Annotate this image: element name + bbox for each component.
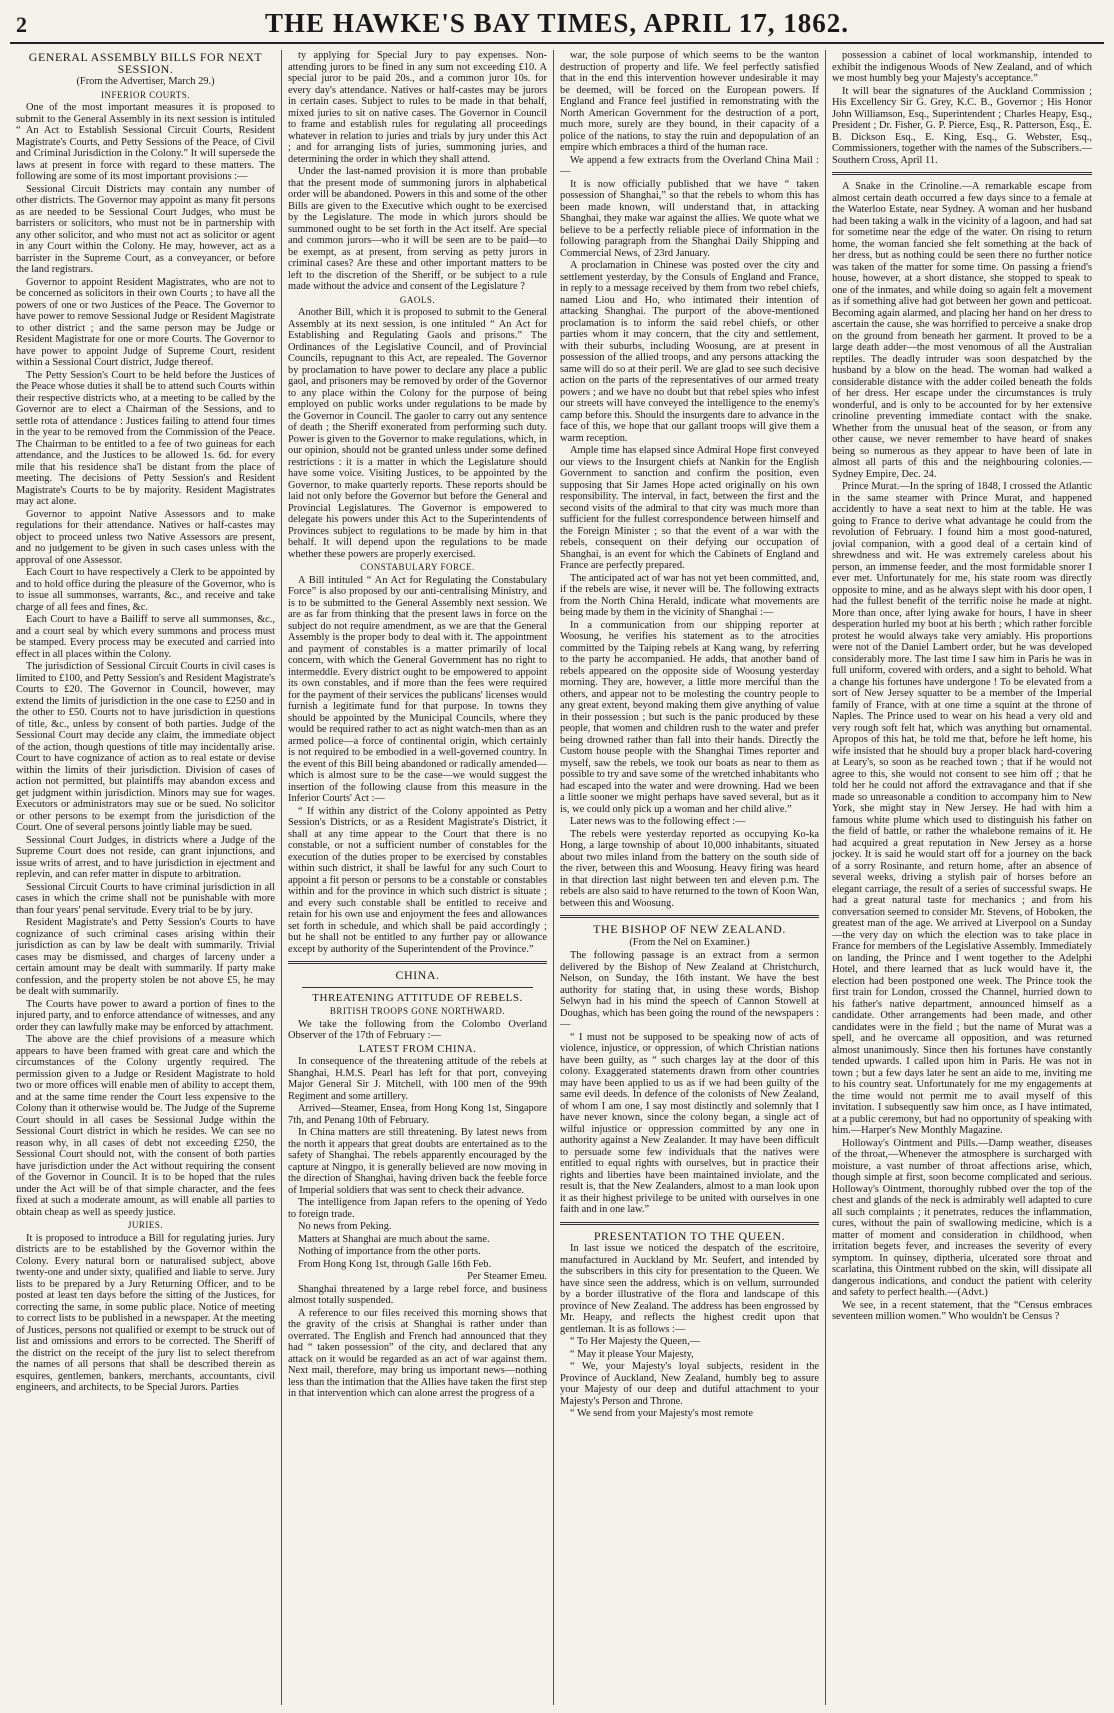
- column-3: [554, 50, 826, 1705]
- queen-heading: PRESENTATION TO THE QUEEN.: [593, 1228, 786, 1243]
- paragraph: We see, in a recent statement, that the “Census embraces seventeen million women.” Who wouldn't be Census ?: [832, 1299, 1092, 1322]
- column-4: [826, 50, 1098, 1705]
- paragraph: No news from Peking.: [298, 1221, 392, 1232]
- paragraph: Nothing of importance from the other ports.: [298, 1246, 481, 1257]
- subheading: CONSTABULARY FORCE.: [360, 562, 475, 572]
- china-title: THREATENING ATTITUDE OF REBELS.: [312, 991, 523, 1004]
- paragraph: Matters at Shanghai are much about the same.: [298, 1233, 490, 1245]
- paragraph: A proclamation in Chinese was posted over the city and settlement yesterday, by the Consuls of England and France, in reply to a message received by them from two rebel chiefs, named Liou and Ho, who intimated their intention of attacking Shanghai. The purport of the above-mentioned proclamation is to inform the said rebel chiefs, or other parties whom it may concern, that the city and settlement, with their suburbs, including Woosung, are at present in possession of the allied troops, and any persons attacking the same will do so at their peril. We are glad to see such decisive action on the parts of the representatives of our armed treaty powers ; and we have no doubt but that rebel spies who infest our streets will have conveyed the intelligence to the enemy's camp before this. Should the insurgents dare to advance in the face of this, we hope that our gallant troops will give them a warm reception.: [560, 260, 819, 444]
- subheading: GAOLS.: [399, 294, 436, 305]
- paragraph: The following passage is an extract from a sermon delivered by the Bishop of New Zealand at Christchurch, Nelson, on Sunday, the 16th instant. We have the best authority for stating that, in using these words, Bishop Selwyn had in his mind the speech of Cannon Stowell at Doughas, which has been going the round of the newspapers :—: [560, 950, 819, 1030]
- masthead: [10, 8, 1104, 44]
- paragraph: “ To Her Majesty the Queen,—: [570, 1336, 701, 1347]
- paragraph: From Hong Kong 1st, through Galle 16th Feb.: [298, 1258, 492, 1270]
- paragraph: “ We, your Majesty's loyal subjects, resident in the Province of Auckland, New Zealand, humbly beg to assure your Majesty of our deep and dutiful attachment to your Majesty's Person and Throne.: [560, 1361, 819, 1407]
- paragraph: The Petty Session's Court to be held before the Justices of the Peace whose duties it shall be to attend such Courts within their respective districts who, at a meeting to be called by the Governor are to elect a Chairman of the Sessions, and to settle rota of attendance : Justices failing to attend four times in the year to be removed from the Commission of the Peace. The Chairman to be entitled to a fee of two guineas for each attendance, and the Justices to be allowed 1s. 6d. for every mile that his residence sha'l be distant from the place of meeting. The decisions of Petty Session's and Resident Magistrate's Courts to be by majority. Resident Magistrates may act alone.: [16, 369, 275, 507]
- section-divider: [560, 915, 819, 918]
- section-divider: [288, 961, 547, 964]
- columns: [10, 50, 1104, 1705]
- paragraph: “ I must not be supposed to be speaking now of acts of violence, injustice, or oppression, of which Christian nations have been guilty, as “ such charges lay at the door of this colony. Exaggerated statements drawn from other countries may have been applied to us as if we had been guilty of the same evil deeds. In defence of the colonists of New Zealand, of whom I am one, I say most distinctly and solemnly that I have never known, since the colony began, a single act of wilful injustice or oppression committed by any one in authority against a New Zealander. It may have been difficult to persuade some few individuals that the natives were entitled to equal rights with ourselves, but in practice their rights and liberties have been maintained inviolate, and the result is, that the New Zealanders, almost to a man look upon it as their highest privilege to be united with ourselves in one faith and in one law.”: [560, 1031, 819, 1215]
- subheading: LATEST FROM CHINA.: [358, 1043, 477, 1055]
- china-heading: CHINA.: [395, 968, 440, 982]
- paragraph: Governor to appoint Resident Magistrates, who are not to be concerned as solicitors in their own Courts ; to have all the powers of one or two Justices of the Peace. The Governor to have power to remove Sessional Judge or Resident Magistrate to other district ; and the same person may be Judge or Resident Magistrate for one or more Courts. The Governor to have power to appoint Judge of Supreme Court, resident within a Sessional Court district, Judge thereof.: [16, 276, 275, 368]
- paragraph: A Bill intituled “ An Act for Regulating the Constabulary Force” is also proposed by our anti-centralising Ministry, and is to be submitted to the General Assembly next session. We are as far from thinking that the present laws in force on the subject do not require amendment, as we are that the General Assembly is the proper body to deal with it. The appointment and payment of constables is a matter primarily of local concern, with which the General Government has no right to intermeddle. Every district ought to be empowered to appoint its own constables, and if more than the fees were required for the payment of their services the publicans' licenses would furnish a legitimate fund for that purpose. In towns they should be appointed by the Municipal Councils, where they would be required rather to act as night watch-men than as an armed police—a force of continental origin, which certainly is not required to be embodied in a well-governed country. In the event of this Bill being abandoned or radically amended—which is almost sure to be the case—we would suggest the insertion of the following clause from this measure in the Inferior Courts' Act :—: [288, 574, 547, 804]
- paragraph: The intelligence from Japan refers to the opening of Yedo to foreign trade.: [288, 1197, 547, 1220]
- paragraph: “ We send from your Majesty's most remote: [570, 1408, 753, 1419]
- paragraph: Prince Murat.—In the spring of 1848, I crossed the Atlantic in the same steamer with Prince Murat, and happened accidently to have a seat next to him at the table. He was going to France to derive what advantage he could from the revolution of February. I found him a most good-natured, jovial companion, with a good deal of a certain kind of shrewdness and wit. He was extremely careless about his person, an immense feeder, and the most formidable snorer I ever met. Unfortunately for me, his state room was directly opposite to mine, and as he always slept with his door open, I had the fullest benefit of the terrific noise he made at night. More than once, after lying awake for hours, I have in sheer desperation hurled my boot at his berth ; which rather forcible protest he would always take very amiably. His proportions were not of the Daniel Lambert order, but he was developed considerably more. The last time I saw him in Paris he was in full uniform, covered with orders, and a sight to behold. What a change his fortunes have undergone ! To be elevated from a sort of New Jersey squatter to be a member of the Imperial family of France, with at one time a squint at the throne of Naples. The Prince used to wear on his head a very old and very rough soft felt hat, which was anything but ornamental. Apropos of this hat, he told me that, before he left home, his wife insisted that he should buy a proper black hard-covering at Leary's, so soon as he reached town ; that if he would not agree to this, she would not consent to see him off ; that he told her he could not afford the extravagance and that if she made so unreasonable a condition to accompany him to New York, she might stay in New Jersey. He had with him a famous white plume which used to distinguish his father on the field of battle, or rather the whalebone remains of it. He had acquired a great reputation in New Jersey as a horse jockey. It is said he would start off for a journey on the back of a sorry Rosinante, and return home, after an absence of several weeks, driving a stylish pair of horses before an elegant carriage, the result of a series of successful swaps. He had a great natural taste for mechanics ; and from his conversation seemed to consider Mr. Stevens, of Hoboken, the greatest man of the age. We arrived at Liverpool on a Sunday—the very day on which the election was to take place in France for members of the Legislative Assembly. Immediately on landing, the Prince and I went together to the Adelphi Hotel, and there learned that as luck would have it, the election had been postponed one week. The Prince took the first train for London, crossed the Channel, hurried down to his father's native department, announced himself as a candidate. Other arrangements had been made, and other candidates were in the field ; but the name of Murat was a spell, and he overcame all opposition, and was returned almost unanimously. Since then his fortunes have constantly tended upwards. I called upon him in Paris. He was not in town ; but a few days later he sent an aide to me, inviting me to his country seat. Unfortunately for me my engagements at the time would not permit me to avail myself of this invitation. I subsequently saw him once, as I have intimated, at a public ceremony, but had no opportunity of speaking with him.—Harper's New Monthly Magazine.: [832, 481, 1092, 1136]
- paragraph: Each Court to have a Bailiff to serve all summonses, &c., and a court seal by which every summons and process must be stamped. Every process may be executed and carried into effect in all places within the Colony.: [16, 614, 275, 660]
- paragraph: Sessional Court Judges, in districts where a Judge of the Supreme Court does not reside, can grant injunctions, and issue writs of arrest, and to have jurisdiction in ejectment and replevin, and can refer matter in dispute to arbitration.: [16, 834, 275, 880]
- paragraph: Each Court to have respectively a Clerk to be appointed by and to hold office during the pleasure of the Governor, who is to issue all summonses, warrants, &c., and receive and take charge of all fees and fines, &c.: [16, 567, 275, 613]
- paragraph: Ample time has elapsed since Admiral Hope first conveyed our views to the Insurgent chiefs at Nankin for the English Government to sanction and confirm the position, even supposing that Sir James Hope acted originally on his own responsibility. The interval, in fact, between the first and the second visits of the admiral to that city was much more than sufficient for the fullest correspondence between himself and the Foreign Minister ; so that the event of a war with the rebels, consequent on their defying our occupation of Shanghai, is an event for which the Cabinets of England and France are perfectly prepared.: [560, 445, 819, 571]
- paragraph: The Courts have power to award a portion of fines to the injured party, and to enforce attendance of witnesses, and any order they can lawfully make may be enforced by attachment.: [16, 998, 275, 1033]
- source-line: (From the Nel on Examiner.): [629, 936, 750, 948]
- paragraph: In last issue we noticed the despatch of the escritoire, manufactured in Auckland by Mr. Seufert, and intended by the subscribers in this city for presentation to the Queen. We have since seen the address, which is on vellum, surrounded by a border illustrative of the flora and landscape of this province of New Zealand. The address has been engrossed by Mr. Heapy, and reflects the highest credit upon that gentleman. It is as follows :—: [560, 1243, 819, 1335]
- paragraph: Later news was to the following effect :—: [570, 816, 746, 827]
- paragraph: A reference to our files received this morning shows that the gravity of the crisis at Shanghai is rather under than overrated. The English and French had announced that they had “ taken possession” of the city, and declared that any attack on it would be regarded as an act of war against them. Next mail, therefore, may bring us important news—nothing less than the intimation that the Allies have taken the first step in that intervention which can alone arrest the progress of a: [288, 1307, 547, 1399]
- paragraph: We take the following from the Colombo Overland Observer of the 17th of February :—: [288, 1018, 547, 1041]
- paragraph: One of the most important measures it is proposed to submit to the General Assembly in its next session is intituled “ An Act to Establish Sessional Circuit Courts, Resident Magistrate's Courts, and Petty Sessions of the Peace, of Civil and Criminal Jurisdiction in the Colony.” It will supersede the laws at present in force with regard to these matters. The following are some of its most important provisions :—: [16, 102, 275, 182]
- column-2: [282, 50, 554, 1705]
- paragraph: Arrived—Steamer, Ensea, from Hong Kong 1st, Singapore 7th, and Penang 10th of February.: [288, 1103, 547, 1126]
- paragraph: We append a few extracts from the Overland China Mail :—: [560, 154, 819, 177]
- paragraph: A Snake in the Crinoline.—A remarkable escape from almost certain death occurred a few days since to a female at the Waterloo Estate, near Sydney. A woman and her husband had been taking a walk in the vicinity of a lagoon, and had sat for sometime near the edge of the water. On rising to return home, the woman fancied she felt something at the back of her dress, but as nothing could be seen there no further notice was taken of the matter for some time. On passing a friend's house, however, at a short distance, she stopped to speak to one of the inmates, and while doing so again felt a movement as if something alive had got between her gown and petticoat. Becoming again alarmed, and placing her hand on her dress to ascertain the cause, she was horrified to perceive a snake drop on the ground from beneath her garment. It proved to be a large death adder—the most venomous of all the Australian reptiles. The deadly intruder was soon despatched by the husband by a blow on the head. The woman had walked a considerable distance with the adder coiled beneath the folds of her dress. Her escape under the circumstances is truly wonderful, and is only to be accounted for by her extensive crinoline preventing immediate contact with the snake. Whether from the unusual heat of the season, or from any other cause, we never remember to have heard of snakes being so numerous as they appear to have been of late in almost all parts of this and the neighbouring colonies.—Sydney Empire, Dec. 24.: [832, 181, 1092, 480]
- paragraph: “ May it please Your Majesty,: [570, 1348, 694, 1360]
- paragraph: Shanghai threatened by a large rebel force, and business almost totally suspended.: [288, 1283, 547, 1306]
- paragraph: Sessional Circuit Districts may contain any number of other districts. The Governor may appoint as many fit persons as are needed to be Sessional Court Judges, who must be barristers or solicitors, who must not be in partnership with any other solicitor, and who must not act as solicitor or agent in any Court within the Colony. He may, however, act as a barrister in the Supreme Court, as a conveyancer, or before the land registrars.: [16, 183, 275, 275]
- newspaper-title: THE HAWKE'S BAY TIMES, APRIL 17, 1862.: [265, 8, 849, 38]
- paragraph: In a communication from our shipping reporter at Woosung, he verifies his statement as to the atrocities committed by the Taiping rebels at Kang wang, by referring to the party he accompanied. He adds, that another band of rebels appeared on the opposite side of Woosung yesterday morning. They are, however, a little more merciful than the others, and appear not to be molesting the country people to any great extent, beyond making them give anything of value in their possession ; but such is the panic produced by these people, that women and children rush to the water and prefer being drowned rather than fall into their hands. Directly the Custom house people with the Shanghai Times reporter and myself, saw the rebels, we took our boats as near to them as possible to try and save some of the wretched inhabitants who had escaped into the water and were drowning. Had we been a little sooner we might perhaps have saved several, but as it is, we could only pick up a woman and her child alive.”: [560, 619, 819, 815]
- source-line: (From the Advertiser, March 29.): [76, 76, 215, 87]
- paragraph: Another Bill, which it is proposed to submit to the General Assembly at its next session, is one intituled “ An Act for Establishing and Regulating Gaols and prisons.” The Ordinances of the Legislative Council, and of Provincial Councils, repugnant to this Act, are repealed. The Governor by proclamation to have power to declare any place a public gaol, and prisoners may be removed by order of the Governor to any place within the Colony for the purpose of being employed on public works under regulations to be made by the Governor in Council. The gaoler to carry out any sentence of death ; the Sheriff exonerated from performing such duty. Power is given to the Governor to make regulations, which, in our opinion, should not be granted unless under some defined restrictions : it is a matter in which the Legislature should have some voice. Visiting Justices, to be appointed by the Governor, to make quarterly reports. These reports should be laid not only before the Governor but before the General and Provincial Legislatures. The Governor is empowered to delegate his powers under this Act to the Superintendents of Provinces subject to regulations to be made by him in that behalf. It will depend upon the regulations to be made whether these powers are properly exercised.: [288, 307, 547, 560]
- column-1: [10, 50, 282, 1705]
- paragraph: It will bear the signatures of the Auckland Commission ; His Excellency Sir G. Grey, K.C. B., Governor ; His Honor John Williamson, Esq., Superintendent ; Charles Heapy, Esq., President ; Dr. Fisher, G. P. Pierce, Esq., R. Patterson, Esq., E. B. Dickson Esq., E. King, Esq., G. Webster, Esq., Commissioners, together with the names of the Subscribers.—Southern Cross, April 11.: [832, 85, 1093, 166]
- paragraph: The anticipated act of war has not yet been committed, and, if the rebels are wise, it never will be. The following extracts from the North China Herald, indicate what movements are being made by them in the vicinity of Shanghai :—: [560, 572, 819, 618]
- paragraph: In consequence of the threatening attitude of the rebels at Shanghai, H.M.S. Pearl has left for that port, conveying Major General Sir J. Mitchell, with 100 men of the 99th Regiment and some artillery.: [288, 1056, 547, 1102]
- paragraph: Governor to appoint Native Assessors and to make regulations for their attendance. Natives or half-castes may object to proceed unless two Native Assessors are present, and no judgement to be given in such cases unless with the approval of one Assessor.: [16, 508, 275, 566]
- bishop-heading: THE BISHOP OF NEW ZEALAND.: [593, 922, 786, 936]
- subheading: BRITISH TROOPS GONE NORTHWARD.: [329, 1006, 506, 1016]
- paragraph: The rebels were yesterday reported as occupying Ko-ka Hong, a large township of about 10,000 inhabitants, situated about two miles inland from the battery on the south side of the river, between this and Woosung. Heavy firing was heard in that direction last night between ten and eleven p.m. The rebels are also said to have returned to the town of Koon Wan, between this and Woosung.: [560, 828, 819, 909]
- paragraph: In China matters are still threatening. By latest news from the north it appears that great doubts are entertained as to the safety of Shanghai. The rebels apparently encouraged by the capture at Ningpo, it is generally believed are now moving in the direction of Shanghai, having driven back the feeble force of Imperial soldiers that was sent to check their advance.: [288, 1127, 547, 1196]
- paragraph: ty applying for Special Jury to pay expenses. Non-attending jurors to be fined in any sum not exceeding £10. A special juror to be paid 20s., and a common juror 10s. for every day's attendance. Natives or half-castes may be jurors in certain cases. Subject to rules to be made in that behalf, mixed juries to sit on native cases. The Governor in Council to frame and establish rules for regulating all proceedings whatever in relation to juries and trials by jury under this Act ; and for arranging lists of juries, summoning juries, and determining the order in which they shall attend.: [288, 50, 547, 165]
- paragraph: It is now officially published that we have “ taken possession of Shanghai,” so that the rebels to whom this has been made known, will understand that, in attacking Shanghai, they make war against the allies. We quote what we believe to be a perfectly reliable piece of information in the following paragraph from the Shanghai Daily Shipping and Commercial News, of 23rd January.: [560, 178, 819, 259]
- subheading: INFERIOR COURTS.: [101, 89, 190, 100]
- paragraph: Under the last-named provision it is more than probable that the present mode of summoning jurors in alphabetical order will be abandoned. Powers in this and some of the other Bills are given to the Executive which ought to be exercised by the Legislature. The mode in which jurors should be summoned ought to be set forth in the Act itself. Are special and common jurors—who it will be seen are to be paid—to be exempt, as at present, from serving as petty jurors in criminal cases? Are these and other important matters to be left to the discretion of the Sheriff, or be subject to a rule made without the advice and consent of the Legislature ?: [288, 166, 547, 292]
- subheading: JURIES.: [127, 1220, 164, 1230]
- paragraph: Resident Magistrate's and Petty Session's Courts to have cognizance of such criminal cases arising within their jurisdiction as can by law be dealt with summarily. Trivial cases may be dismissed, and charges of larceny under a certain amount may be dealt with summarily. If party make confession, and the property stolen be not above £5, he may be dealt with summarily.: [16, 917, 275, 997]
- paragraph: “ If within any district of the Colony appointed as Petty Session's Districts, or as a Resident Magistrate's District, it shall at any time appear to the Court that there is no constable, or not a sufficient number of constables for the execution of the duties proper to be exercised by constables within such district, it shall be lawful for any such Court to appoint a fit person or persons to be a constable or constables within and for the province in which such district is situate ; and every such constable shall be entitled to receive and retain for his own use and enjoyment the fees and allowances set forth in schedule, and which shall be paid accordingly ; but he shall not be entitled to any further pay or allowance except by authority of the Superintendent of the Province.”: [288, 805, 547, 955]
- section-divider: [560, 1222, 819, 1225]
- paragraph: The above are the chief provisions of a measure which appears to have been framed with great care and which the circumstances of the Colony urgently required. The permission given to a Judge or Resident Magistrate to hold two or more offices will enable men of ability to accept them, and at the same time render the Court less expensive to the Colony than it otherwise would be. The Judge of the Supreme Court should in all cases be Sessional Judge within the Sessional Court district in which he resides. We can see no reason why, in all cases of debt not exceeding £250, the Sessional Court should not, with the consent of both parties have jurisdiction under the Act without requiring the consent of the Governor in Council. It is to be hoped that the rules under the Act will be of that simple character, and the fees fixed at such a moderate amount, as will enable all parties to obtain cheap as well as speedy justice.: [16, 1034, 275, 1218]
- section-divider: [832, 172, 1092, 175]
- paragraph: possession a cabinet of local workmanship, intended to exhibit the indigenous Woods of New Zealand, and of which we most humbly beg your Majesty's acceptance.”: [832, 50, 1092, 84]
- paragraph: war, the sole purpose of which seems to be the wanton destruction of property and life. We feel perfectly satisfied that in the end this intervention however undesirable it may be deemed, will be forced on the European powers. If England and France feel justified in remonstrating with the North American Government for the destruction of a port, much more, surely are they bound, in their capacity of a police of the nations, to stay the ruin and depopulation of an empire which embraces a third of the human race.: [560, 50, 819, 153]
- paragraph: Holloway's Ointment and Pills.—Damp weather, diseases of the throat,—Whenever the atmosphere is surcharged with moisture, a vast number of throat affections arise, which, though simple at first, soon become complicated and serious. Holloway's Ointment, thoroughly rubbed over the top of the chest and glands of the neck is admirably well adapted to cure all such complaints ; it penetrates, reduces the inflammation, cures, without the pain of swallowing medicine, which is a matter of moment and consideration in childhood, when irritation begets fever, and increases the severity of every symptom. In quinsey, diptheria, ulcerated sore throat and scarlatina, this Ointment rubbed on the skin, will dissipate all dangerous indications, and conduct the patient with celerity and safety to perfect health.—(Advt.): [832, 1137, 1092, 1298]
- paragraph: The jurisdiction of Sessional Circuit Courts in civil cases is limited to £100, and Petty Session's and Resident Magistrate's Courts to £20. The Governor in Council, however, may extend the limits of jurisdiction in the one case to £250 and in the other to £50. Courts not to have jurisdiction in questions of title, &c., unless by consent of both parties. Judge of the Sessional Court may decide any claim, the immediate object of the action, though questions of title may incidentally arise. Court to have cognizance of action as to real estate or devise within the limits of their jurisdiction. Division of cases of action not permitted, but plaintiffs may abandon excess and get judgment within jurisdiction. Minors may sue for wages. Executors or administrators may sue or be sued. No solicitor or other persons to be exempt from the jurisdiction of the Court. One of several persons jointly liable may be sued.: [16, 661, 275, 833]
- assembly-bills-heading: GENERAL ASSEMBLY BILLS FOR NEXT SESSION.: [28, 50, 263, 76]
- divider: [302, 987, 533, 988]
- paragraph: Sessional Circuit Courts to have criminal jurisdiction in all cases in which the crime shall not be punishable with more than four years' penal servitude. Every trial to be by jury.: [16, 881, 275, 916]
- paragraph: It is proposed to introduce a Bill for regulating juries. Jury districts are to be established by the Governor within the Colony. Every natural born or naturalised subject, above twenty-one and under sixty, qualified and liable to serve. Jury lists to be prepared by a Jury Returning Officer, and to be posted at least ten days before the sitting of the Justices, for correcting the same, in some public place. Notice of meeting to correct lists to be published in a newspaper. At the meeting of Justices, persons not qualified or exempt to be struck out of list and omissions and errors to be corrected. The Sheriff of the district on the receipt of the jury list to select therefrom the names of all persons that shall be described therein as esquires, gentlemen, bankers, merchants, accountants, civil engineers, and architects, to be Special Jurors. Parties: [16, 1232, 275, 1393]
- page-number: 2: [16, 12, 27, 37]
- paragraph: Per Steamer Emeu.: [467, 1271, 547, 1282]
